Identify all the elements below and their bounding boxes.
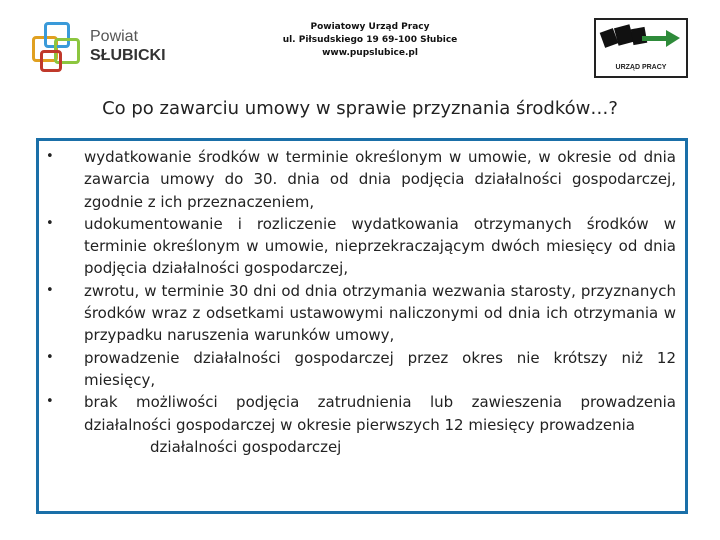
logo-text-powiat: Powiat: [90, 28, 139, 45]
list-item-text: brak możliwości podjęcia zatrudnienia lub zawieszenia prowadzenia działalności gospodarczej w okresie pierwszych 12 miesięcy prowadzenia: [84, 393, 676, 434]
list-item-continuation: działalności gospodarczej: [150, 437, 342, 456]
list-item: [46, 280, 676, 347]
powiat-slubicki-logo: [30, 14, 170, 80]
list-item: [46, 391, 676, 436]
bullet-icon: •: [46, 149, 54, 164]
office-address-block: [240, 21, 500, 60]
list-item-text: udokumentowanie i rozliczenie wydatkowania otrzymanych środków w terminie określonym w umowie, nieprzekraczającym dwóch miesięcy od dnia podjęcia działalności gospodarczej,: [84, 214, 676, 278]
page-title: Co po zawarciu umowy w sprawie przyznania środków…?: [102, 98, 618, 119]
bullet-icon: •: [46, 349, 54, 365]
logo-right-label: URZĄD PRACY: [615, 64, 667, 71]
list-item: [46, 347, 676, 392]
list-item-text: wydatkowanie środków w terminie określonym w umowie, w okresie od dnia zawarcia umowy do 30. dnia od dnia podjęcia działalności gospodarczej, zgodnie z ich przeznaczeniem,: [84, 148, 676, 211]
office-name: Powiatowy Urząd Pracy: [310, 22, 430, 32]
bullet-icon: •: [46, 282, 54, 298]
list-item: [46, 146, 676, 213]
list-item: [46, 213, 676, 280]
logo-text-slubicki: SŁUBICKI: [90, 47, 166, 64]
office-address: ul. Piłsudskiego 19 69-100 Słubice: [282, 35, 458, 45]
logo-square-red: [40, 50, 62, 72]
bullet-icon: •: [46, 394, 54, 410]
office-website: www.pupslubice.pl: [322, 48, 418, 58]
urzad-pracy-logo: [594, 18, 688, 78]
list-item-text: prowadzenie działalności gospodarczej przez okres nie krótszy niż 12 miesięcy,: [84, 348, 676, 389]
bullet-icon: •: [46, 215, 54, 231]
bullet-list: [46, 146, 676, 458]
list-item-text: zwrotu, w terminie 30 dni od dnia otrzymania wezwania starosty, przyznanych środków wraz z odsetkami ustawowymi naliczonymi od dnia ich otrzymania w przypadku naruszenia warunków umowy,: [84, 281, 676, 345]
